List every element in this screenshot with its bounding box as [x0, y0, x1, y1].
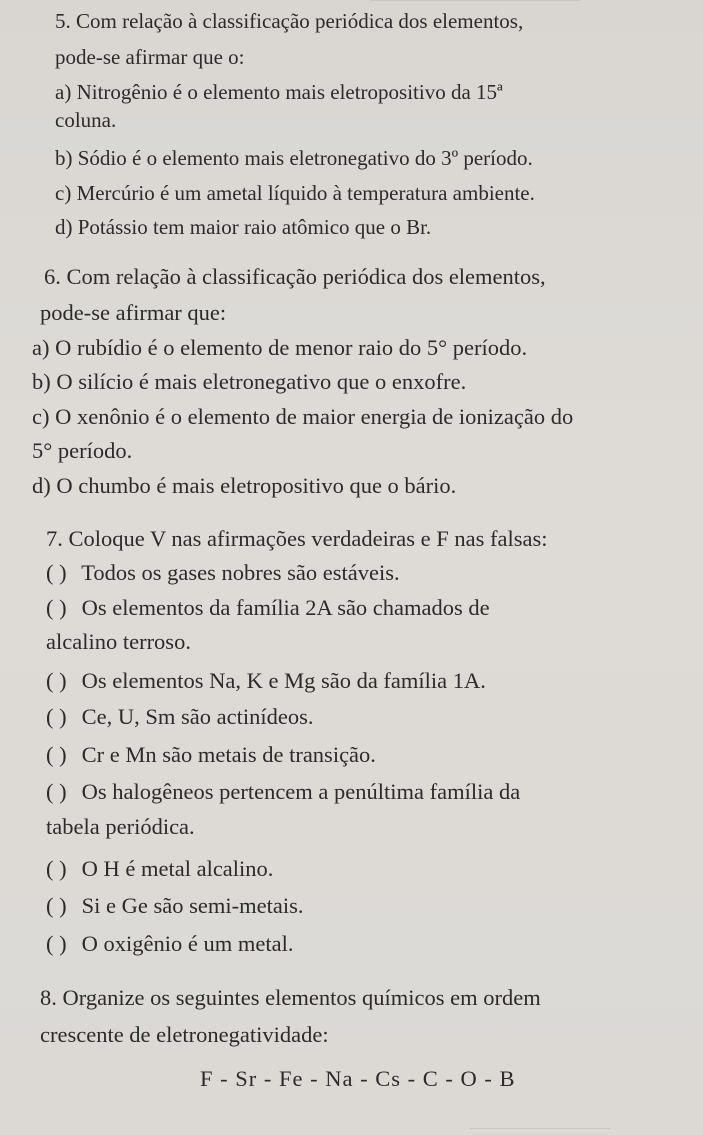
q8-line-2: crescente de eletronegatividade: — [40, 1022, 329, 1047]
q6-line-1: 6. Com relação à classificação periódica dos elementos, — [44, 264, 546, 289]
q7-item-7 — [46, 854, 273, 884]
answer-blank[interactable]: ( ) — [46, 931, 67, 956]
q7-item-2-text: Os elementos da família 2A são chamados de — [81, 595, 490, 620]
element-list: F - Sr - Fe - Na - Cs - C - O - B — [200, 1066, 516, 1091]
q7-item-1-text: Todos os gases nobres são estáveis. — [81, 560, 400, 585]
q7-title: 7. Coloque V nas afirmações verdadeiras e F nas falsas: — [46, 526, 548, 551]
answer-blank[interactable]: ( ) — [46, 560, 67, 585]
q7-item-7-text: O H é metal alcalino. — [81, 856, 274, 881]
answer-blank[interactable]: ( ) — [46, 779, 67, 804]
q5-option-b: b) Sódio é o elemento mais eletronegativo do 3º período. — [55, 146, 533, 170]
q7-item-5 — [46, 740, 376, 770]
q7-item-6 — [46, 777, 520, 807]
answer-blank[interactable]: ( ) — [46, 856, 67, 881]
q7-item-2-cont: alcalino terroso. — [46, 629, 191, 654]
q5-line-1: 5. Com relação à classificação periódica dos elementos, — [55, 9, 524, 33]
q7-item-8 — [46, 891, 303, 921]
q6-option-c-cont: 5° período. — [32, 438, 133, 463]
q7-item-3-text: Os elementos Na, K e Mg são da família 1A. — [81, 668, 486, 693]
answer-blank[interactable]: ( ) — [46, 668, 67, 693]
q7-item-8-text: Si e Ge são semi-metais. — [81, 893, 304, 918]
q7-item-6-cont: tabela periódica. — [46, 814, 195, 839]
q6-option-d: d) O chumbo é mais eletropositivo que o bário. — [32, 473, 457, 498]
q5-option-a: a) Nitrogênio é o elemento mais eletropositivo da 15ª — [55, 80, 503, 104]
q8-line-1: 8. Organize os seguintes elementos químicos em ordem — [40, 985, 541, 1010]
q7-item-5-text: Cr e Mn são metais de transição. — [81, 742, 376, 767]
q6-line-2: pode-se afirmar que: — [40, 300, 227, 325]
q7-item-2 — [46, 593, 490, 623]
q6-option-b: b) O silício é mais eletronegativo que o enxofre. — [32, 369, 467, 394]
q5-option-d: d) Potássio tem maior raio atômico que o Br. — [55, 215, 432, 239]
answer-blank[interactable]: ( ) — [46, 704, 67, 729]
top-rule — [370, 0, 580, 1]
q6-option-c: c) O xenônio é o elemento de maior energia de ionização do — [32, 404, 574, 429]
q7-item-4 — [46, 702, 313, 732]
q7-item-1 — [46, 558, 400, 588]
answer-blank[interactable]: ( ) — [46, 595, 67, 620]
q7-item-9-text: O oxigênio é um metal. — [81, 931, 294, 956]
q7-item-4-text: Ce, U, Sm são actinídeos. — [81, 704, 314, 729]
q5-option-c: c) Mercúrio é um ametal líquido à temperatura ambiente. — [55, 181, 535, 205]
q6-option-a: a) O rubídio é o elemento de menor raio do 5° período. — [32, 335, 528, 360]
q7-item-9 — [46, 929, 293, 959]
q5-option-a-cont: coluna. — [55, 108, 117, 132]
q5-line-2: pode-se afirmar que o: — [55, 45, 245, 69]
q7-item-3 — [46, 666, 486, 696]
bottom-rule — [470, 1128, 610, 1129]
answer-blank[interactable]: ( ) — [46, 742, 67, 767]
q7-item-6-text: Os halogêneos pertencem a penúltima família da — [81, 779, 521, 804]
answer-blank[interactable]: ( ) — [46, 893, 67, 918]
